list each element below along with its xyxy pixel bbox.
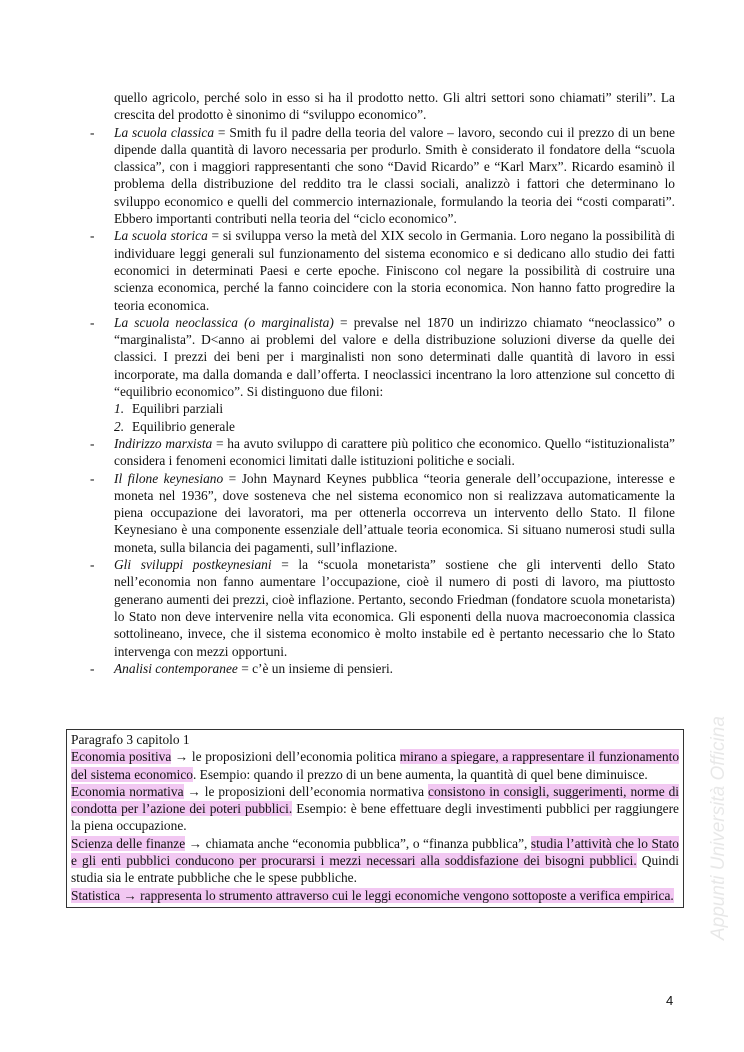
box-entry-economia-normativa xyxy=(71,783,679,835)
highlight: Economia normativa xyxy=(71,783,184,799)
item-term: La scuola storica xyxy=(114,228,208,244)
dash-bullet: - xyxy=(90,470,95,486)
sub-item-text: Equilibrio generale xyxy=(132,418,235,434)
dash-bullet: - xyxy=(90,124,95,140)
highlight: consistono in consigli, suggerimenti, norme di condotta per l’azione dei poteri pubblici. xyxy=(71,783,679,817)
item-text: = si sviluppa verso la metà del XIX secolo in Germania. Loro negano la possibilità di individuare leggi generali sul funzionamento del sistema economico e si dedicano allo studio dei fatti economici in determinati Paesi e certe epoche. Finiscono col negare la possibilità di costruire una scienza economica, perché la fanno coincidere con la storia economica. Non hanno fatto progredire la teoria economica. xyxy=(114,228,675,313)
item-term: Gli sviluppi postkeynesiani xyxy=(114,557,272,573)
sub-item-equilibri-parziali xyxy=(88,400,675,417)
entry-text: Esempio: è bene effettuare degli investimenti pubblici per raggiungere la piena occupazione. xyxy=(71,801,679,834)
item-term: Indirizzo marxista xyxy=(114,435,213,451)
list-item-sviluppi-postkeynesiani xyxy=(88,556,675,660)
entry-text: . Esempio: quando il prezzo di un bene aumenta, la quantità di quel bene diminuisce. xyxy=(192,766,648,782)
item-text: = c’è un insieme di pensieri. xyxy=(237,660,394,676)
main-text xyxy=(88,89,675,677)
item-text: = Smith fu il padre della teoria del valore – lavoro, secondo cui il prezzo di un bene dipende dalla quantità di lavoro necessaria per produrlo. Smith è considerato il fondatore della “scuola classica”, con i maggiori rappresentanti che sono “David Ricardo” e “Karl Marx”. Ricardo esaminò il problema della distribuzione del reddito tra le classi sociali, analizzò i fattori che determinano lo sviluppo economico e quelli del commercio internazionale, formulando la teoria dei “costi comparati”. Ebbero importanti contributi nella teoria del “ciclo economico”. xyxy=(114,124,675,227)
item-term: Il filone keynesiano xyxy=(114,470,224,486)
highlight: Statistica → rappresenta lo strumento attraverso cui le leggi economiche vengono sottoposte a verifica empirica. xyxy=(71,887,674,903)
item-text: = ha avuto sviluppo di carattere più politico che economico. Quello “istituzionalista” considera i fenomeni economici limitati dalle istituzioni politiche e sociali. xyxy=(114,435,675,469)
intro-paragraph: quello agricolo, perché solo in esso si ha il prodotto netto. Gli altri settori sono chiamati” sterili”. La crescita del prodotto è sinonimo di “sviluppo economico”. xyxy=(114,90,675,123)
dash-bullet: - xyxy=(90,660,95,676)
summary-box xyxy=(66,729,684,908)
box-entry-economia-positiva xyxy=(71,748,679,783)
highlight: mirano a spiegare, a rappresentare il funzionamento del sistema economico xyxy=(71,749,680,782)
watermark-text: Appunti Università Officina xyxy=(708,716,729,940)
dash-bullet: - xyxy=(90,435,95,451)
item-term: La scuola classica xyxy=(114,124,215,140)
box-heading: Paragrafo 3 capitolo 1 xyxy=(71,732,190,747)
entry-text: Quindi studia sia le entrate pubbliche che le spese pubbliche. xyxy=(71,853,679,886)
list-item-scuola-storica xyxy=(88,227,675,313)
sub-item-text: Equilibri parziali xyxy=(132,401,224,417)
highlight: studia l’attività che lo Stato e gli enti pubblici conducono per procurarsi i mezzi necessari alla soddisfazione dei bisogni pubblici. xyxy=(71,835,680,869)
entry-text: → le proposizioni dell’economia politica xyxy=(171,749,400,765)
list-item-scuola-neoclassica xyxy=(88,314,675,400)
sub-item-number: 2. xyxy=(114,418,125,434)
list-item-indirizzo-marxista xyxy=(88,435,675,470)
entry-text: → le proposizioni dell’economia normativa xyxy=(183,783,428,799)
page-number: 4 xyxy=(666,993,674,1008)
highlight: Scienza delle finanze xyxy=(71,835,186,851)
entry-text: → chiamata anche “economia pubblica”, o “finanza pubblica”, xyxy=(185,835,531,851)
item-text: = John Maynard Keynes pubblica “teoria generale dell’occupazione, interesse e moneta nel 1936”, dove sosteneva che nel sistema economico non si realizzava automaticamente la piena occupazione dei lavoratori, ma per ottenerla occorreva un intervento dello Stato. Il filone Keynesiano è una componente essenziale dell’attuale teoria economica. Si situano numerosi studi sulla moneta, sulla bilancia dei pagamenti, sull’inflazione. xyxy=(114,470,676,555)
item-text: = prevalse nel 1870 un indirizzo chiamato “neoclassico” o “marginalista”. D<anno ai problemi del valore e della distribuzione soluzioni diverse da quelle dei classici. I prezzi dei beni per i marginalisti non sono determinati dalle quantità di lavoro in essi incorporate, ma dalla domanda e dall’offerta. I neoclassici incentrano la loro attenzione sul concetto di “equilibrio economico”. Si distinguono due filoni: xyxy=(114,314,675,400)
dash-bullet: - xyxy=(90,557,95,573)
sub-item-equilibrio-generale xyxy=(88,418,675,435)
list-item-scuola-classica xyxy=(88,124,675,228)
list-item-filone-keynesiano xyxy=(88,470,675,556)
box-entry-scienza-delle-finanze xyxy=(71,835,679,887)
highlight: Economia positiva xyxy=(71,749,172,765)
dash-bullet: - xyxy=(90,228,95,244)
list-item-analisi-contemporanee xyxy=(88,660,675,677)
watermark xyxy=(690,560,729,940)
sub-item-number: 1. xyxy=(114,401,125,417)
item-term: La scuola neoclassica (o marginalista) xyxy=(114,314,334,330)
dash-bullet: - xyxy=(90,314,95,330)
item-text: = la “scuola monetarista” sostiene che gli interventi dello Stato nell’economia non fanno aumentare l’occupazione, cioè il numero di posti di lavoro, ma piuttosto generano aumenti dei prezzi, cioè inflazione. Pertanto, secondo Friedman (fondatore scuola monetarista) lo Stato non deve intervenire nella vita economica. Gli esponenti della nuova macroeconomia classica sottolineano, invece, che il sistema economico è molto instabile ed è pertanto necessario che lo Stato intervenga con mezzi opportuni. xyxy=(114,557,675,659)
item-term: Analisi contemporanee xyxy=(114,660,238,676)
box-entry-statistica xyxy=(71,887,679,904)
